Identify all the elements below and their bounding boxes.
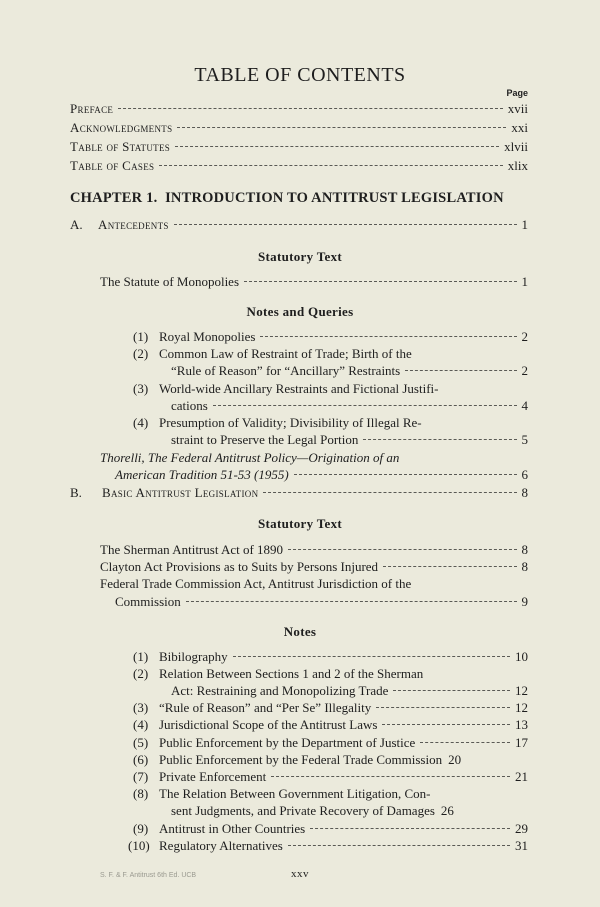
entry-page: 8 bbox=[521, 559, 528, 574]
toc-entry-table-of-cases[interactable] bbox=[70, 157, 528, 174]
toc-entry-thorelli-line1: Thorelli, The Federal Antitrust Policy—Origination of an bbox=[100, 450, 400, 465]
toc-entry-note-query[interactable] bbox=[171, 397, 528, 414]
section-letter: B. bbox=[70, 485, 82, 500]
entry-label-cont: American Tradition 51-53 (1955) bbox=[115, 467, 289, 482]
dot-leader bbox=[376, 707, 510, 708]
entry-label: Antecedents bbox=[98, 217, 169, 232]
dot-leader bbox=[177, 127, 506, 128]
entry-label: Table of Statutes bbox=[70, 139, 171, 154]
entry-label: Basic Antitrust Legislation bbox=[102, 485, 259, 500]
note-number: (1) bbox=[133, 649, 149, 664]
page-column-header: Page bbox=[506, 88, 528, 98]
entry-page: xvii bbox=[507, 101, 528, 116]
entry-page: 2 bbox=[521, 329, 528, 344]
note-number: (3) bbox=[133, 700, 149, 715]
toc-entry-table-of-statutes[interactable] bbox=[70, 138, 528, 155]
dot-leader bbox=[420, 742, 510, 743]
entry-label-cont: Commission bbox=[115, 594, 181, 609]
entry-label-cont: straint to Preserve the Legal Portion bbox=[171, 432, 359, 447]
dot-leader bbox=[159, 165, 502, 166]
toc-entry-note-query-line1 bbox=[133, 414, 422, 431]
entry-label: Public Enforcement by the Department of Justice bbox=[159, 735, 416, 750]
entry-label: Preface bbox=[70, 101, 114, 116]
toc-entry-note[interactable] bbox=[133, 820, 528, 837]
entry-label: Relation Between Sections 1 and 2 of the Sherman bbox=[159, 666, 424, 681]
note-number: (10) bbox=[128, 838, 150, 853]
note-number: (8) bbox=[133, 786, 149, 801]
entry-label: Bibilography bbox=[159, 649, 228, 664]
dot-leader bbox=[405, 370, 516, 371]
chapter-heading[interactable] bbox=[70, 190, 504, 207]
entry-label: World-wide Ancillary Restraints and Fictional Justifi- bbox=[159, 381, 439, 396]
note-number: (4) bbox=[133, 717, 149, 732]
entry-label: Jurisdictional Scope of the Antitrust Laws bbox=[159, 717, 378, 732]
toc-entry-preface[interactable] bbox=[70, 100, 528, 117]
entry-label: Clayton Act Provisions as to Suits by Persons Injured bbox=[100, 559, 379, 574]
entry-page: 10 bbox=[515, 649, 528, 664]
subheading-notes: Notes bbox=[283, 624, 317, 639]
note-number: (6) bbox=[133, 752, 149, 767]
toc-entry-note-query-line1 bbox=[133, 380, 439, 397]
entry-label-cont: sent Judgments, and Private Recovery of Damages bbox=[171, 803, 435, 818]
entry-page: 20 bbox=[448, 752, 462, 767]
entry-page: 1 bbox=[521, 217, 528, 232]
entry-page: 21 bbox=[515, 769, 528, 784]
toc-entry-thorelli[interactable] bbox=[115, 466, 528, 483]
dot-leader bbox=[271, 776, 510, 777]
entry-page: 8 bbox=[521, 485, 528, 500]
page-title: TABLE OF CONTENTS bbox=[194, 64, 406, 86]
note-number: (7) bbox=[133, 769, 149, 784]
note-number: (3) bbox=[133, 381, 149, 396]
entry-label: Acknowledgments bbox=[70, 120, 173, 135]
dot-leader bbox=[233, 656, 510, 657]
entry-page: 31 bbox=[515, 838, 528, 853]
entry-label: Regulatory Alternatives bbox=[159, 838, 283, 853]
footer-imprint: S. F. & F. Antitrust 6th Ed. UCB bbox=[100, 872, 197, 879]
toc-section-a[interactable] bbox=[70, 216, 528, 233]
dot-leader bbox=[213, 405, 517, 406]
entry-label-cont: Act: Restraining and Monopolizing Trade bbox=[171, 683, 389, 698]
entry-page: 12 bbox=[515, 700, 528, 715]
toc-entry-acknowledgments[interactable] bbox=[70, 119, 528, 136]
entry-page: 6 bbox=[521, 467, 528, 482]
toc-entry-note-line1 bbox=[133, 785, 431, 802]
entry-label: Royal Monopolies bbox=[159, 329, 256, 344]
toc-entry-note[interactable] bbox=[133, 734, 528, 751]
entry-page: 8 bbox=[521, 542, 528, 557]
dot-leader bbox=[383, 566, 516, 567]
entry-page: xlvii bbox=[504, 139, 528, 154]
entry-page: xlix bbox=[507, 158, 528, 173]
dot-leader bbox=[186, 601, 517, 602]
toc-entry-note[interactable] bbox=[133, 751, 528, 768]
dot-leader bbox=[118, 108, 503, 109]
entry-page: 1 bbox=[521, 274, 528, 289]
dot-leader bbox=[288, 845, 510, 846]
dot-leader bbox=[363, 439, 516, 440]
toc-entry-note-line1 bbox=[133, 665, 423, 682]
entry-label-cont: “Rule of Reason” for “Ancillary” Restraints bbox=[171, 363, 401, 378]
entry-label: Private Enforcement bbox=[159, 769, 267, 784]
note-number: (2) bbox=[133, 666, 149, 681]
toc-entry-note-query-line1 bbox=[133, 345, 412, 362]
entry-label: “Rule of Reason” and “Per Se” Illegality bbox=[159, 700, 372, 715]
entry-label: Presumption of Validity; Divisibility of Illegal Re- bbox=[159, 415, 422, 430]
subheading-statutory-text: Statutory Text bbox=[257, 516, 342, 531]
entry-page: 4 bbox=[521, 398, 528, 413]
toc-entry-sherman-act[interactable] bbox=[100, 541, 528, 558]
toc-entry-note[interactable] bbox=[133, 699, 528, 716]
toc-entry-note-query[interactable] bbox=[171, 431, 528, 448]
dot-leader bbox=[263, 492, 516, 493]
toc-entry-clayton-act[interactable] bbox=[100, 558, 528, 575]
toc-entry-ftc-act-line1: Federal Trade Commission Act, Antitrust Jurisdiction of the bbox=[100, 576, 412, 591]
entry-page: 13 bbox=[515, 717, 528, 732]
toc-entry-note-query[interactable] bbox=[133, 328, 528, 345]
toc-entry-note[interactable] bbox=[171, 802, 528, 819]
chapter-number: CHAPTER 1. bbox=[70, 190, 158, 206]
toc-section-b[interactable] bbox=[70, 484, 528, 501]
section-letter: A. bbox=[70, 217, 83, 232]
toc-entry-note[interactable] bbox=[133, 768, 528, 785]
entry-page: 2 bbox=[521, 363, 528, 378]
dot-leader bbox=[260, 336, 516, 337]
toc-entry-note[interactable] bbox=[171, 682, 528, 699]
note-number: (2) bbox=[133, 346, 149, 361]
entry-page: xxi bbox=[511, 120, 528, 135]
subheading-statutory-text: Statutory Text bbox=[257, 249, 342, 264]
entry-label: Table of Cases bbox=[70, 158, 155, 173]
entry-label: The Statute of Monopolies bbox=[100, 274, 240, 289]
dot-leader bbox=[244, 281, 516, 282]
dot-leader bbox=[393, 690, 510, 691]
entry-page: 29 bbox=[515, 821, 528, 836]
dot-leader bbox=[174, 224, 517, 225]
entry-page: 9 bbox=[521, 594, 528, 609]
subheading-notes-and-queries: Notes and Queries bbox=[246, 304, 354, 319]
toc-entry-ftc-act[interactable] bbox=[115, 593, 528, 610]
toc-entry-note[interactable] bbox=[128, 837, 528, 854]
toc-entry-statute-of-monopolies[interactable] bbox=[100, 273, 528, 290]
entry-page: 12 bbox=[515, 683, 528, 698]
entry-label-cont: cations bbox=[171, 398, 208, 413]
entry-page: 17 bbox=[515, 735, 528, 750]
entry-label: Antitrust in Other Countries bbox=[159, 821, 306, 836]
entry-label: The Sherman Antitrust Act of 1890 bbox=[100, 542, 284, 557]
note-number: (4) bbox=[133, 415, 149, 430]
chapter-title: INTRODUCTION TO ANTITRUST LEGISLATION bbox=[165, 190, 504, 206]
entry-label: The Relation Between Government Litigation, Con- bbox=[159, 786, 431, 801]
toc-entry-note[interactable] bbox=[133, 716, 528, 733]
entry-page: 5 bbox=[521, 432, 528, 447]
dot-leader bbox=[294, 474, 517, 475]
dot-leader bbox=[382, 724, 510, 725]
note-number: (1) bbox=[133, 329, 149, 344]
note-number: (9) bbox=[133, 821, 149, 836]
entry-page: 26 bbox=[440, 803, 454, 818]
entry-label: Common Law of Restraint of Trade; Birth of the bbox=[159, 346, 412, 361]
note-number: (5) bbox=[133, 735, 149, 750]
dot-leader bbox=[175, 146, 499, 147]
dot-leader bbox=[310, 828, 510, 829]
toc-entry-note[interactable] bbox=[133, 648, 528, 665]
footer-page-number: xxv bbox=[291, 868, 309, 880]
entry-label: Public Enforcement by the Federal Trade Commission bbox=[159, 752, 443, 767]
dot-leader bbox=[288, 549, 516, 550]
toc-entry-note-query[interactable] bbox=[171, 362, 528, 379]
